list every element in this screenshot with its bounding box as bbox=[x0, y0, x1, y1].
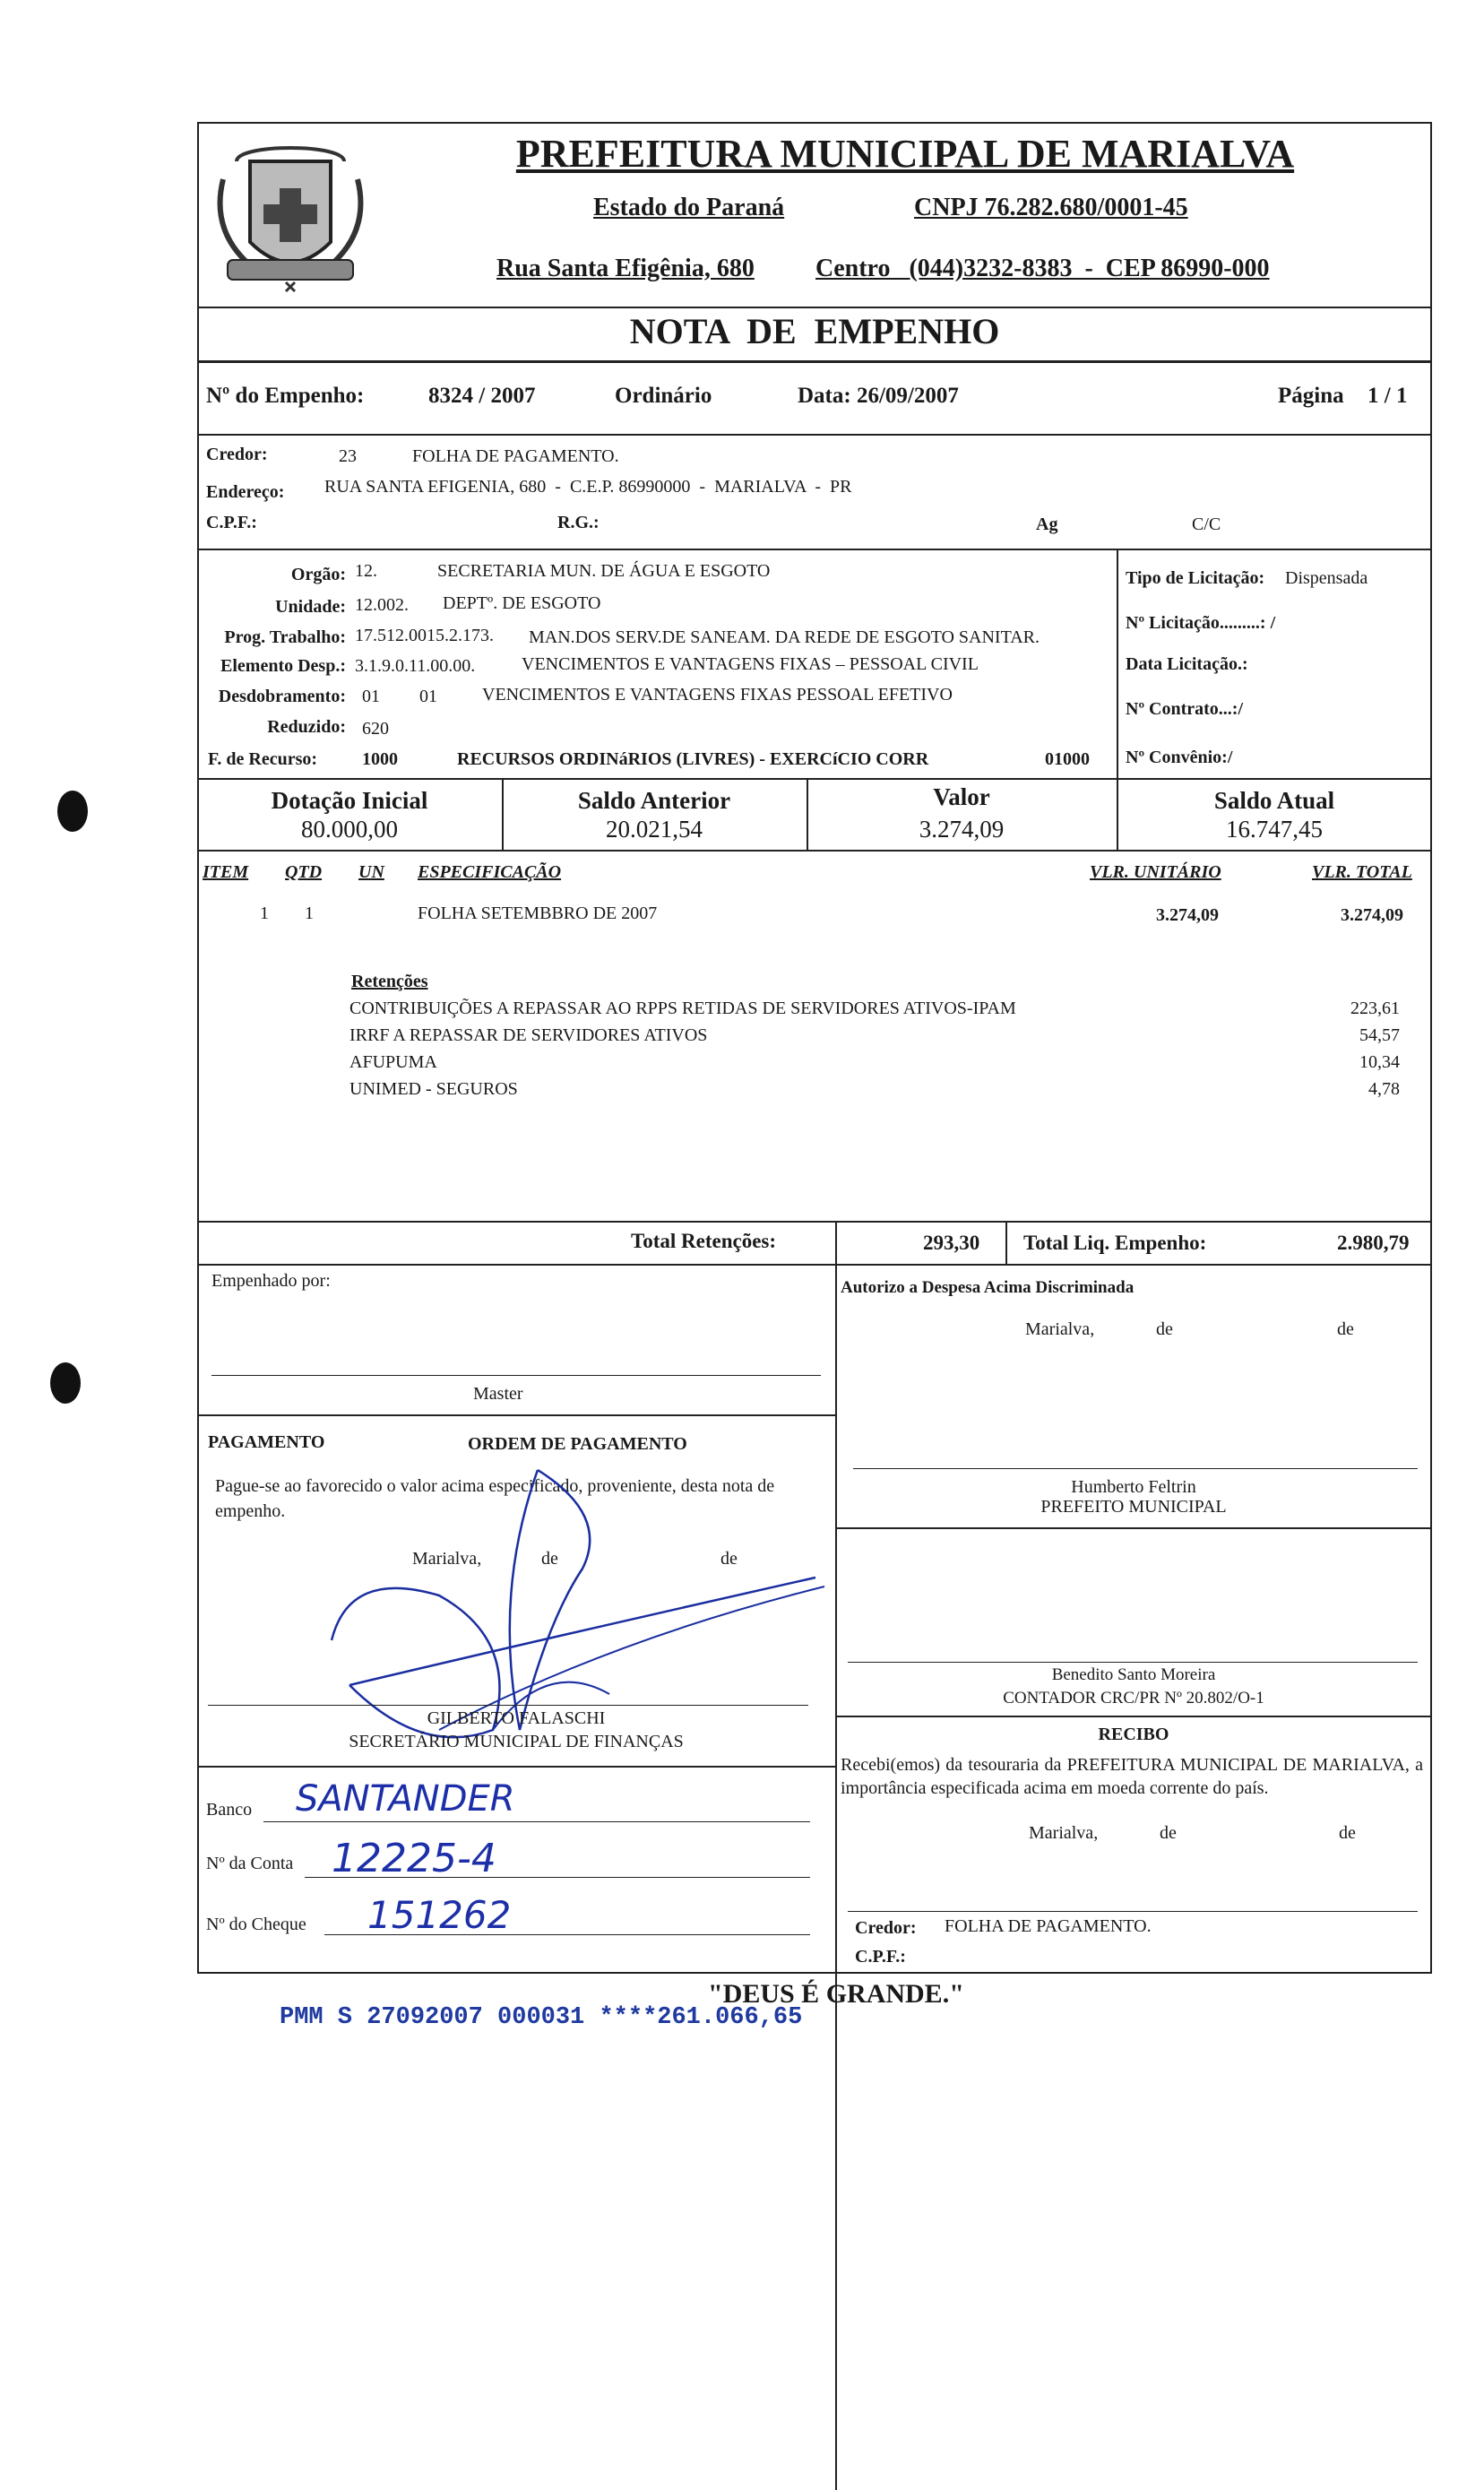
tipo-licitacao-value: Dispensada bbox=[1285, 568, 1368, 588]
header-contact: Centro (044)3232-8383 - CEP 86990-000 bbox=[815, 255, 1270, 282]
credor-code: 23 bbox=[339, 446, 357, 466]
autorizo-label: Autorizo a Despesa Acima Discriminada bbox=[841, 1278, 1135, 1297]
recibo-de-label-2: de bbox=[1339, 1823, 1356, 1843]
ordem-marialva-label: Marialva, bbox=[412, 1549, 482, 1569]
retencao-label-1: CONTRIBUIÇÕES A REPASSAR AO RPPS RETIDAS DE SERVIDORES ATIVOS-IPAM bbox=[349, 999, 1016, 1018]
header-state: Estado do Paraná bbox=[593, 194, 785, 221]
secretario-title: SECRETÁRIO MUNICIPAL DE FINANÇAS bbox=[349, 1732, 684, 1751]
total-retencoes-value: 293,30 bbox=[923, 1232, 980, 1254]
punch-hole-top bbox=[57, 791, 88, 832]
pagamento-label: PAGAMENTO bbox=[208, 1432, 325, 1452]
retencoes-title: Retenções bbox=[351, 972, 428, 991]
conta-label: Nº da Conta bbox=[206, 1854, 294, 1873]
empenho-label: Nº do Empenho: bbox=[206, 384, 365, 408]
header-title: PREFEITURA MUNICIPAL DE MARIALVA bbox=[515, 132, 1295, 176]
prefeito-title: PREFEITO MUNICIPAL bbox=[1040, 1497, 1227, 1517]
secretario-name: GILBERTO FALASCHI bbox=[427, 1708, 606, 1728]
reduzido-value: 620 bbox=[362, 719, 389, 739]
retencao-value-4: 4,78 bbox=[1368, 1079, 1400, 1099]
document-title: NOTA DE EMPENHO bbox=[629, 311, 1000, 351]
fonte-recurso-code: 1000 bbox=[362, 749, 398, 769]
autorizo-de-label-1: de bbox=[1156, 1319, 1173, 1339]
prog-label: Prog. Trabalho: bbox=[224, 627, 346, 647]
ordem-pagamento-label: ORDEM DE PAGAMENTO bbox=[468, 1434, 687, 1454]
valor-value: 3.274,09 bbox=[919, 816, 1005, 843]
saldo-anterior-value: 20.021,54 bbox=[606, 816, 703, 843]
prog-code: 17.512.0015.2.173. bbox=[355, 626, 494, 645]
empenho-date: Data: 26/09/2007 bbox=[798, 384, 959, 408]
fonte-recurso-label: F. de Recurso: bbox=[208, 749, 318, 769]
total-retencoes-label: Total Retenções: bbox=[631, 1230, 777, 1252]
valor-label: Valor bbox=[933, 783, 990, 810]
recibo-credor-label: Credor: bbox=[855, 1918, 917, 1938]
header-street: Rua Santa Efigênia, 680 bbox=[496, 255, 755, 282]
orgao-value: SECRETARIA MUN. DE ÁGUA E ESGOTO bbox=[437, 561, 771, 581]
desdobramento-label: Desdobramento: bbox=[218, 687, 346, 706]
dotacao-inicial-label: Dotação Inicial bbox=[271, 787, 428, 814]
item-unit-value: 3.274,09 bbox=[1156, 905, 1219, 925]
autorizo-marialva-label: Marialva, bbox=[1025, 1319, 1095, 1339]
total-liquido-value: 2.980,79 bbox=[1337, 1232, 1410, 1254]
item-spec: FOLHA SETEMBBRO DE 2007 bbox=[418, 903, 658, 923]
elemento-value: VENCIMENTOS E VANTAGENS FIXAS – PESSOAL CIVIL bbox=[522, 654, 979, 674]
unidade-code: 12.002. bbox=[355, 595, 409, 615]
retencao-value-2: 54,57 bbox=[1359, 1025, 1400, 1045]
prefeito-name: Humberto Feltrin bbox=[1071, 1477, 1196, 1497]
conta-handwritten-value: 12225-4 bbox=[332, 1836, 496, 1881]
ordem-de-label-1: de bbox=[541, 1549, 558, 1569]
recibo-text: Recebi(emos) da tesouraria da PREFEITURA MUNICIPAL DE MARIALVA, a importância especificada acima em moeda corrente do país. bbox=[841, 1755, 1423, 1798]
fonte-recurso-value: RECURSOS ORDINáRIOS (LIVRES) - EXERCíCIO CORR bbox=[457, 749, 929, 769]
header-cnpj: CNPJ 76.282.680/0001-45 bbox=[914, 194, 1188, 221]
ordem-de-label-2: de bbox=[720, 1549, 738, 1569]
col-un: UN bbox=[358, 862, 384, 882]
data-licitacao-label: Data Licitação.: bbox=[1126, 654, 1248, 674]
reduzido-label: Reduzido: bbox=[267, 717, 346, 737]
ag-label: Ag bbox=[1036, 514, 1058, 534]
unidade-value: DEPTº. DE ESGOTO bbox=[443, 593, 601, 613]
page-label: Página bbox=[1278, 384, 1344, 408]
col-valor-unitario: VLR. UNITÁRIO bbox=[1090, 862, 1221, 882]
tipo-licitacao-label: Tipo de Licitação: bbox=[1126, 568, 1265, 588]
col-valor-total: VLR. TOTAL bbox=[1312, 862, 1412, 882]
footer-motto: "DEUS É GRANDE." bbox=[708, 1979, 964, 2009]
saldo-atual-label: Saldo Atual bbox=[1213, 787, 1335, 814]
pague-se-text: Pague-se ao favorecido o valor acima especificado, proveniente, desta nota de empenho. bbox=[215, 1476, 775, 1521]
item-total-value: 3.274,09 bbox=[1341, 905, 1403, 925]
master-label: Master bbox=[473, 1384, 523, 1404]
contador-title: CONTADOR CRC/PR Nº 20.802/O-1 bbox=[1003, 1689, 1264, 1708]
credor-label: Credor: bbox=[206, 445, 268, 464]
cheque-handwritten-value: 151262 bbox=[367, 1893, 512, 1937]
desdobramento-code-1: 01 bbox=[362, 687, 380, 706]
desdobramento-value: VENCIMENTOS E VANTAGENS FIXAS PESSOAL EFETIVO bbox=[482, 685, 953, 705]
autorizo-de-label-2: de bbox=[1337, 1319, 1354, 1339]
col-qtd: QTD bbox=[285, 862, 323, 882]
empenho-type: Ordinário bbox=[615, 384, 712, 408]
numero-licitacao-label: Nº Licitação.........: / bbox=[1126, 613, 1276, 633]
fonte-recurso-code-2: 01000 bbox=[1045, 749, 1090, 769]
recibo-title: RECIBO bbox=[1098, 1725, 1169, 1744]
footer-stamp: PMM S 27092007 000031 ****261.066,65 bbox=[280, 2004, 803, 2031]
credor-name: FOLHA DE PAGAMENTO. bbox=[412, 446, 619, 466]
col-especificacao: ESPECIFICAÇÃO bbox=[418, 862, 562, 882]
numero-convenio-label: Nº Convênio:/ bbox=[1126, 748, 1233, 767]
empenho-number: 8324 / 2007 bbox=[428, 384, 536, 408]
prog-value: MAN.DOS SERV.DE SANEAM. DA REDE DE ESGOTO SANITAR. bbox=[529, 627, 1040, 647]
unidade-label: Unidade: bbox=[275, 597, 346, 617]
elemento-label: Elemento Desp.: bbox=[220, 656, 346, 676]
endereco-label: Endereço: bbox=[206, 482, 285, 502]
orgao-label: Orgão: bbox=[290, 565, 346, 584]
retencao-value-1: 223,61 bbox=[1350, 999, 1400, 1018]
endereco-value: RUA SANTA EFIGENIA, 680 - C.E.P. 86990000 - MARIALVA - PR bbox=[324, 477, 852, 497]
page-number: 1 / 1 bbox=[1368, 384, 1408, 408]
total-liquido-label: Total Liq. Empenho: bbox=[1023, 1232, 1207, 1254]
orgao-code: 12. bbox=[355, 561, 377, 581]
retencao-label-4: UNIMED - SEGUROS bbox=[349, 1079, 518, 1099]
retencao-label-2: IRRF A REPASSAR DE SERVIDORES ATIVOS bbox=[349, 1025, 708, 1045]
rg-label: R.G.: bbox=[557, 513, 600, 532]
empenhado-por-label: Empenhado por: bbox=[211, 1271, 331, 1291]
retencao-label-3: AFUPUMA bbox=[349, 1052, 437, 1072]
cc-label: C/C bbox=[1192, 514, 1221, 534]
cheque-label: Nº do Cheque bbox=[206, 1915, 306, 1934]
dotacao-inicial-value: 80.000,00 bbox=[301, 816, 398, 843]
item-number: 1 bbox=[260, 903, 269, 923]
punch-hole-bottom bbox=[50, 1362, 81, 1404]
col-item: ITEM bbox=[203, 862, 249, 882]
item-qtd: 1 bbox=[305, 903, 314, 923]
desdobramento-code-2: 01 bbox=[419, 687, 437, 706]
saldo-atual-value: 16.747,45 bbox=[1226, 816, 1323, 843]
saldo-anterior-label: Saldo Anterior bbox=[577, 787, 731, 814]
retencao-value-3: 10,34 bbox=[1359, 1052, 1400, 1072]
elemento-code: 3.1.9.0.11.00.00. bbox=[355, 656, 476, 676]
banco-label: Banco bbox=[206, 1800, 253, 1820]
recibo-credor-name: FOLHA DE PAGAMENTO. bbox=[945, 1916, 1152, 1936]
cpf-label: C.P.F.: bbox=[206, 513, 257, 532]
contador-name: Benedito Santo Moreira bbox=[1051, 1665, 1216, 1684]
recibo-de-label-1: de bbox=[1160, 1823, 1177, 1843]
numero-contrato-label: Nº Contrato...:/ bbox=[1126, 699, 1244, 719]
recibo-cpf-label: C.P.F.: bbox=[855, 1947, 906, 1967]
coat-of-arms-icon bbox=[201, 125, 380, 305]
banco-handwritten-value: SANTANDER bbox=[296, 1778, 515, 1820]
recibo-marialva-label: Marialva, bbox=[1029, 1823, 1099, 1843]
